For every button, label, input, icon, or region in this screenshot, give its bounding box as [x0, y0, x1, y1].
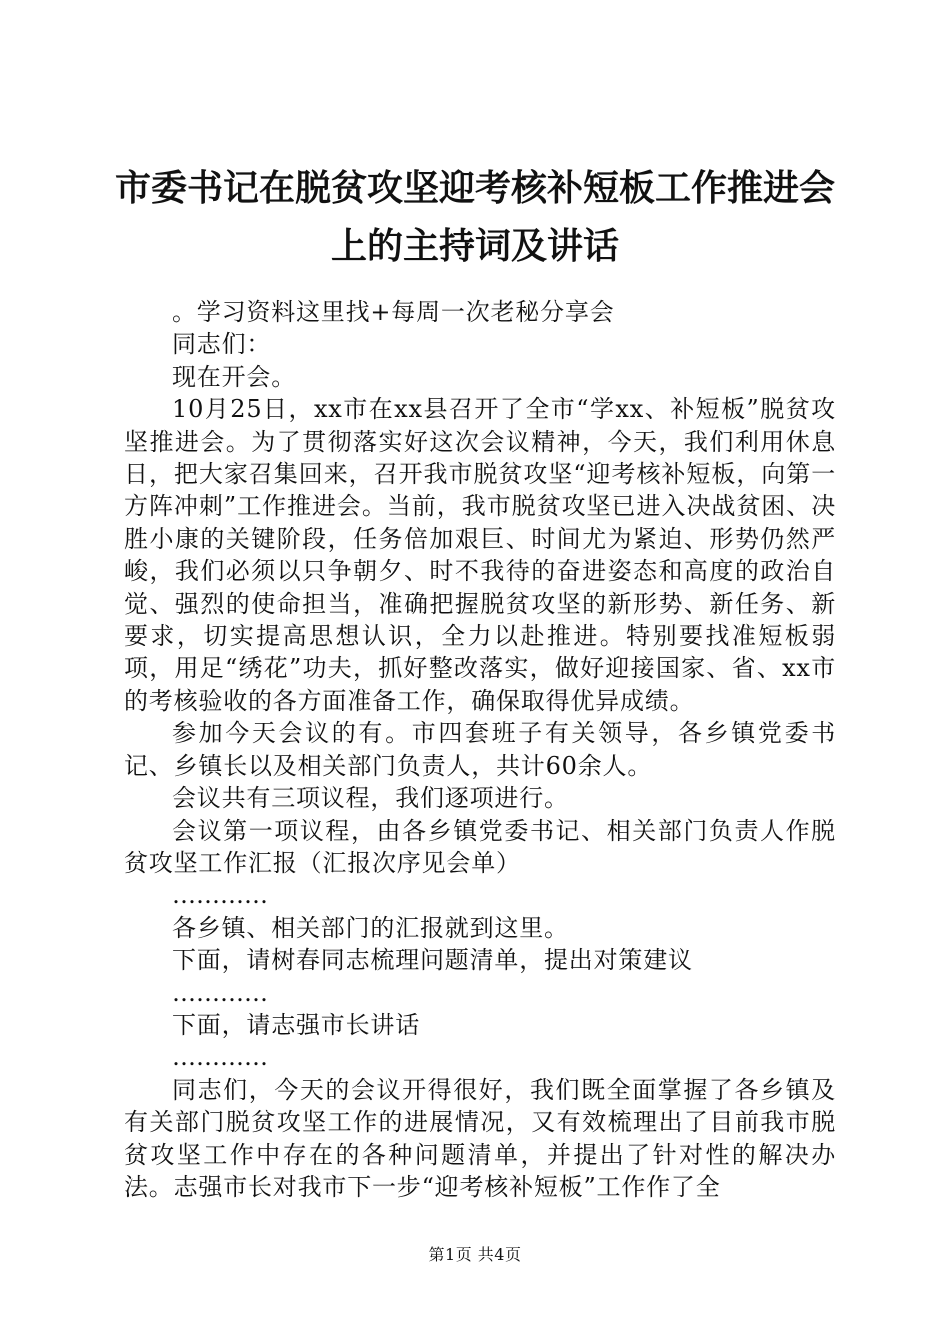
paragraph-ellipsis: …………: [172, 881, 268, 910]
paragraph-summary: 同志们，今天的会议开得很好，我们既全面掌握了各乡镇及有关部门脱贫攻坚工作的进展情况，又有效梳理出了目前我市脱贫攻坚工作中存在的各种问题清单，并提出了针对性的解决办法。志强市长对我市下一步“迎考核补短板”工作作了全: [124, 1075, 836, 1201]
paragraph-agenda-item-1: 会议第一项议程，由各乡镇党委书记、相关部门负责人作脱贫攻坚工作汇报（汇报次序见会单）: [124, 816, 836, 877]
document-body: [124, 296, 836, 1203]
paragraph-opening: 现在开会。: [172, 362, 296, 391]
paragraph-greeting: 同志们：: [172, 330, 272, 359]
paragraph-ellipsis: …………: [172, 978, 268, 1007]
page-number-footer: 第1页 共4页: [428, 1245, 522, 1264]
paragraph-background: 10月25日，xx市在xx县召开了全市“学xx、补短板”脱贫攻坚推进会。为了贯彻落实好这次会议精神，今天，我们利用休息日，把大家召集回来，召开我市脱贫攻坚“迎考核补短板，向第一方阵冲刺”工作推进会。当前，我市脱贫攻坚已进入决战贫困、决胜小康的关键阶段，任务倍加艰巨、时间尤为紧迫、形势仍然严峻，我们必须以只争朝夕、时不我待的奋进姿态和高度的政治自觉、强烈的使命担当，准确把握脱贫攻坚的新形势、新任务、新要求，切实提高思想认识，全力以赴推进。特别要找准短板弱项，用足“绣花”功夫，抓好整改落实，做好迎接国家、省、xx市的考核验收的各方面准备工作，确保取得优异成绩。: [124, 395, 836, 715]
document-title-line-1: 市委书记在脱贫攻坚迎考核补短板工作推进会: [114, 167, 835, 209]
paragraph-report-end: 各乡镇、相关部门的汇报就到这里。: [172, 913, 569, 942]
document-title-line-2: 上的主持词及讲话: [330, 225, 619, 267]
paragraph-agenda-item-3: 下面，请志强市长讲话: [172, 1010, 420, 1039]
paragraph-attendees: 参加今天会议的有。市四套班子有关领导，各乡镇党委书记、乡镇长以及相关部门负责人，共计60余人。: [124, 719, 836, 780]
paragraph-agenda-item-2: 下面，请树春同志梳理问题清单，提出对策建议: [172, 946, 693, 975]
paragraph-agenda: 会议共有三项议程，我们逐项进行。: [172, 784, 569, 813]
paragraph-intro-note: 。学习资料这里找+每周一次老秘分享会: [172, 298, 615, 326]
paragraph-ellipsis: …………: [172, 1043, 268, 1072]
